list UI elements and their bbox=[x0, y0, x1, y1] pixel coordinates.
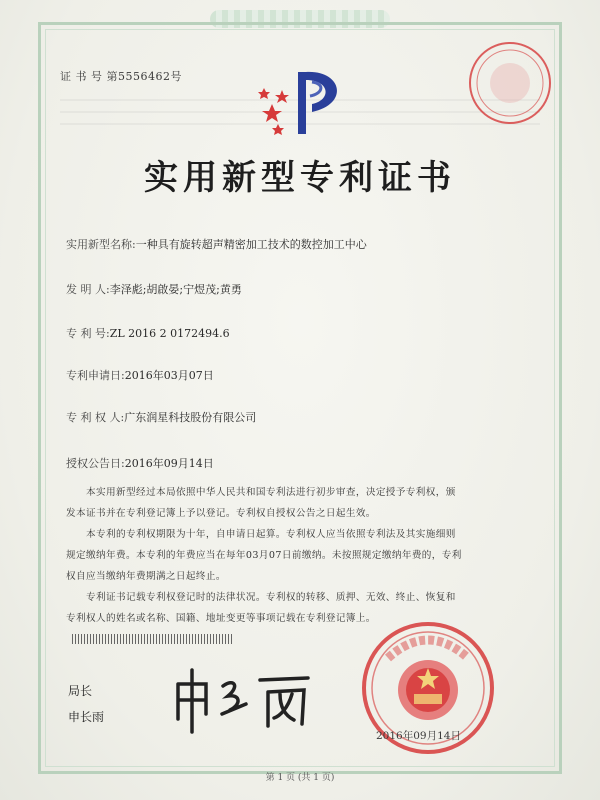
field-patentee bbox=[66, 409, 256, 425]
director-signature bbox=[168, 664, 318, 734]
certificate-number-label: 证 书 号 bbox=[60, 70, 103, 83]
field-label: 专利申请日: bbox=[66, 369, 125, 382]
body-line: 权自应当缴纳年费期满之日起终止。 bbox=[66, 571, 226, 582]
field-inventors bbox=[66, 281, 242, 297]
body-line: 发本证书并在专利登记簿上予以登记。专利权自授权公告之日起生效。 bbox=[66, 508, 376, 519]
field-label: 授权公告日: bbox=[66, 457, 125, 470]
certificate-body-text bbox=[66, 482, 536, 629]
body-line: 专利权人的姓名或名称、国籍、地址变更等事项记载在专利登记簿上。 bbox=[66, 613, 376, 624]
field-value: 一种具有旋转超声精密加工技术的数控加工中心 bbox=[135, 238, 367, 251]
certificate-number bbox=[60, 68, 182, 84]
field-label: 发 明 人: bbox=[66, 283, 110, 296]
field-grant-date bbox=[66, 455, 214, 471]
field-application-date bbox=[66, 367, 214, 383]
barcode bbox=[72, 634, 232, 644]
small-red-seal bbox=[465, 38, 555, 128]
director-name: 申长雨 bbox=[68, 710, 105, 724]
field-value: 2016年09月14日 bbox=[124, 457, 214, 470]
field-value: 李泽彪;胡啟晏;宁煜茂;黄勇 bbox=[109, 283, 242, 296]
field-label: 专 利 权 人: bbox=[66, 411, 125, 424]
field-label: 实用新型名称: bbox=[66, 238, 136, 251]
field-value: 2016年03月07日 bbox=[124, 369, 214, 382]
certificate-title: 实用新型专利证书 bbox=[144, 158, 456, 198]
body-line: 本专利的专利权期限为十年，自申请日起算。专利权人应当依照专利法及其实施细则 bbox=[86, 529, 456, 540]
patent-office-logo bbox=[250, 62, 360, 142]
field-utility-model-name bbox=[66, 236, 367, 252]
page-number: 第 1 页 (共 1 页) bbox=[265, 773, 335, 783]
field-patent-number bbox=[66, 325, 230, 341]
seal-date: 2016年09月14日 bbox=[376, 730, 461, 742]
field-value: 广东润星科技股份有限公司 bbox=[124, 411, 257, 424]
certificate-number-value: 第5556462号 bbox=[106, 70, 182, 83]
body-line: 本实用新型经过本局依照中华人民共和国专利法进行初步审查，决定授予专利权，颁 bbox=[86, 487, 456, 498]
body-line: 专利证书记载专利权登记时的法律状况。专利权的转移、质押、无效、终止、恢复和 bbox=[86, 592, 456, 603]
director-title: 局长 bbox=[68, 684, 93, 698]
body-line: 规定缴纳年费。本专利的年费应当在每年03月07日前缴纳。未按照规定缴纳年费的，专利 bbox=[66, 550, 462, 561]
field-label: 专 利 号: bbox=[66, 327, 110, 340]
field-value: ZL 2016 2 0172494.6 bbox=[109, 327, 230, 340]
